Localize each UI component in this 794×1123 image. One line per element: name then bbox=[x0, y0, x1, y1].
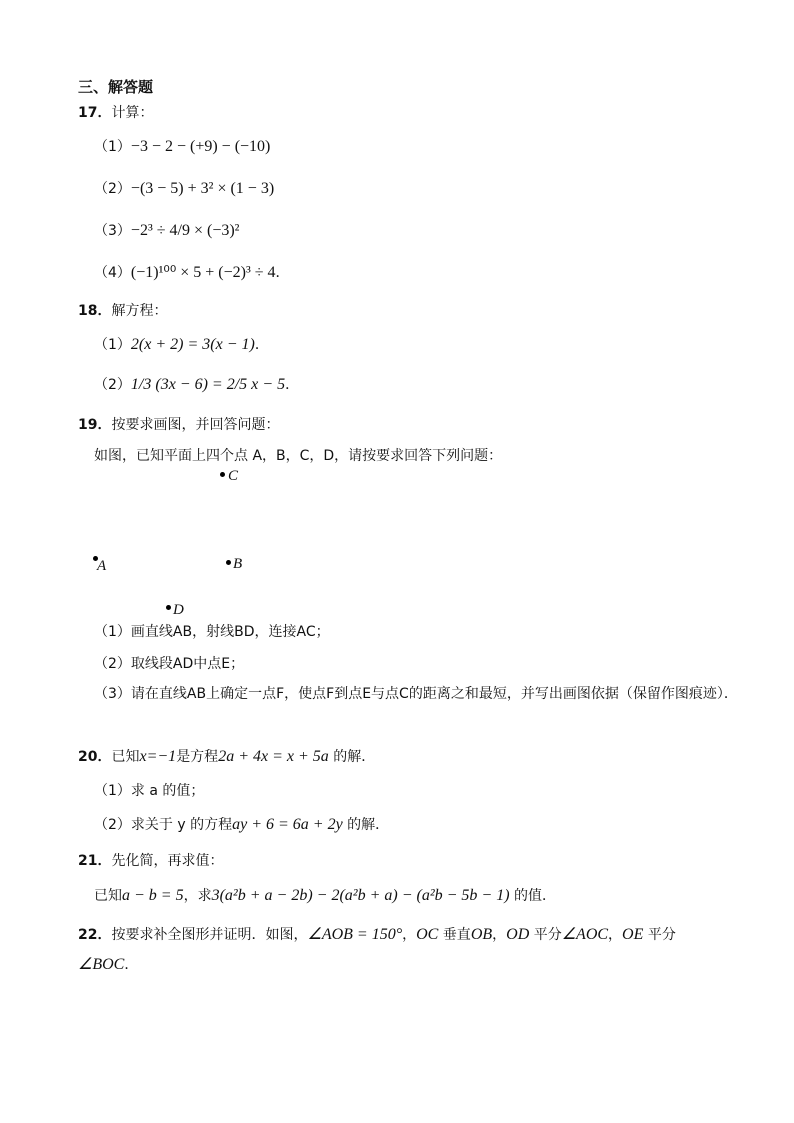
q18-item-2 bbox=[94, 376, 299, 394]
equation: 2a + 4x = x + 5a bbox=[218, 748, 329, 765]
point-c-dot bbox=[220, 472, 225, 477]
item-end: ． bbox=[285, 377, 300, 393]
q19-intro: 如图，已知平面上四个点 A，B，C，D，请按要求回答下列问题： bbox=[94, 448, 503, 464]
question-number: 19． bbox=[78, 417, 112, 433]
q18-item-1 bbox=[94, 336, 269, 354]
item-text: 求 a 的值； bbox=[130, 783, 205, 799]
question-title: 解方程： bbox=[111, 303, 168, 319]
angle-aob: ∠AOB = 150° bbox=[307, 926, 403, 943]
question-18-heading bbox=[78, 302, 167, 320]
question-22-line-2 bbox=[78, 956, 138, 974]
item-label: （3） bbox=[94, 223, 131, 239]
item-text: 求关于 y 的方程 bbox=[130, 817, 233, 833]
q17-item-4 bbox=[94, 264, 290, 282]
angle-aoc: ∠AOC bbox=[561, 926, 609, 943]
text: 按要求补全图形并证明．如图， bbox=[111, 927, 308, 943]
q17-item-2 bbox=[94, 180, 274, 198]
q19-item-3 bbox=[78, 680, 738, 708]
expression: 3(a²b + a − 2b) − 2(a²b + a) − (a²b − 5b − 1) bbox=[211, 887, 510, 904]
q17-item-1 bbox=[94, 138, 270, 156]
question-title: 计算： bbox=[111, 105, 154, 121]
question-title: 按要求画图，并回答问题： bbox=[111, 417, 280, 433]
q20-item-2 bbox=[94, 816, 389, 834]
item-label: （2） bbox=[94, 817, 131, 833]
text: ，求 bbox=[183, 888, 212, 904]
condition: a − b = 5 bbox=[122, 887, 184, 904]
text: ， bbox=[608, 927, 623, 943]
point-b-label: B bbox=[233, 556, 243, 572]
point-d-dot bbox=[166, 605, 171, 610]
item-label: （1） bbox=[94, 624, 131, 640]
item-end: ． bbox=[254, 337, 269, 353]
q21-body bbox=[94, 887, 556, 905]
q17-item-3 bbox=[94, 222, 239, 240]
item-label: （1） bbox=[94, 783, 131, 799]
text: ， bbox=[492, 927, 507, 943]
ray-ob: OB bbox=[470, 926, 493, 943]
item-expression: 2(x + 2) = 3(x − 1) bbox=[130, 336, 255, 353]
ray-oc: OC bbox=[416, 926, 439, 943]
text: 平分 bbox=[643, 927, 676, 943]
item-end: ． bbox=[275, 265, 290, 281]
q20-item-1 bbox=[94, 782, 204, 800]
ray-oe: OE bbox=[622, 926, 644, 943]
condition: x=−1 bbox=[139, 748, 177, 765]
point-a-label: A bbox=[97, 558, 107, 574]
item-label: （4） bbox=[94, 265, 131, 281]
item-label: （1） bbox=[94, 139, 131, 155]
point-c-label: C bbox=[228, 468, 239, 484]
text: 平分 bbox=[529, 927, 562, 943]
question-number: 22． bbox=[78, 927, 112, 943]
point-d-label: D bbox=[173, 602, 184, 618]
item-expression: −3 − 2 − (+9) − (−10) bbox=[130, 138, 271, 155]
question-title: 先化简，再求值： bbox=[111, 853, 224, 869]
item-text: 画直线AB，射线BD，连接AC； bbox=[130, 624, 330, 640]
item-text: 的解． bbox=[342, 817, 390, 833]
question-number: 21． bbox=[78, 853, 112, 869]
question-number: 18． bbox=[78, 303, 112, 319]
equation: ay + 6 = 6a + 2y bbox=[232, 816, 343, 833]
item-label: （2） bbox=[94, 181, 131, 197]
item-text: 请在直线AB上确定一点F，使点F到点E与点C的距离之和最短，并写出画图依据（保留作图痕迹）． bbox=[130, 686, 738, 702]
question-20-heading bbox=[78, 748, 375, 766]
text: 的解． bbox=[328, 749, 376, 765]
item-expression: −(3 − 5) + 3² × (1 − 3) bbox=[130, 180, 275, 197]
text: 的值． bbox=[509, 888, 556, 904]
angle-boc: ∠BOC bbox=[78, 956, 125, 973]
question-19-heading bbox=[78, 416, 279, 434]
text: 是方程 bbox=[176, 749, 219, 765]
question-21-heading bbox=[78, 852, 223, 870]
item-label: （1） bbox=[94, 337, 131, 353]
point-b-dot bbox=[226, 560, 231, 565]
question-22-line-1 bbox=[78, 926, 676, 944]
text: 已知 bbox=[94, 888, 122, 904]
q19-item-2 bbox=[94, 655, 244, 673]
text: 已知 bbox=[111, 749, 140, 765]
section-title: 三、解答题 bbox=[78, 78, 154, 96]
text: ． bbox=[124, 957, 139, 973]
item-label: （2） bbox=[94, 656, 131, 672]
question-17-heading bbox=[78, 104, 153, 122]
item-label: （3） bbox=[94, 686, 131, 702]
question-number: 17． bbox=[78, 105, 112, 121]
q19-item-1 bbox=[94, 623, 330, 641]
item-expression: −2³ ÷ 4/9 × (−3)² bbox=[130, 222, 240, 239]
item-expression: 1/3 (3x − 6) = 2/5 x − 5 bbox=[130, 376, 286, 393]
ray-od: OD bbox=[506, 926, 530, 943]
question-number: 20． bbox=[78, 749, 112, 765]
text: ， bbox=[402, 927, 417, 943]
text: 垂直 bbox=[438, 927, 471, 943]
item-expression: (−1)¹⁰⁰ × 5 + (−2)³ ÷ 4 bbox=[130, 264, 276, 281]
item-label: （2） bbox=[94, 377, 131, 393]
item-text: 取线段AD中点E； bbox=[130, 656, 245, 672]
